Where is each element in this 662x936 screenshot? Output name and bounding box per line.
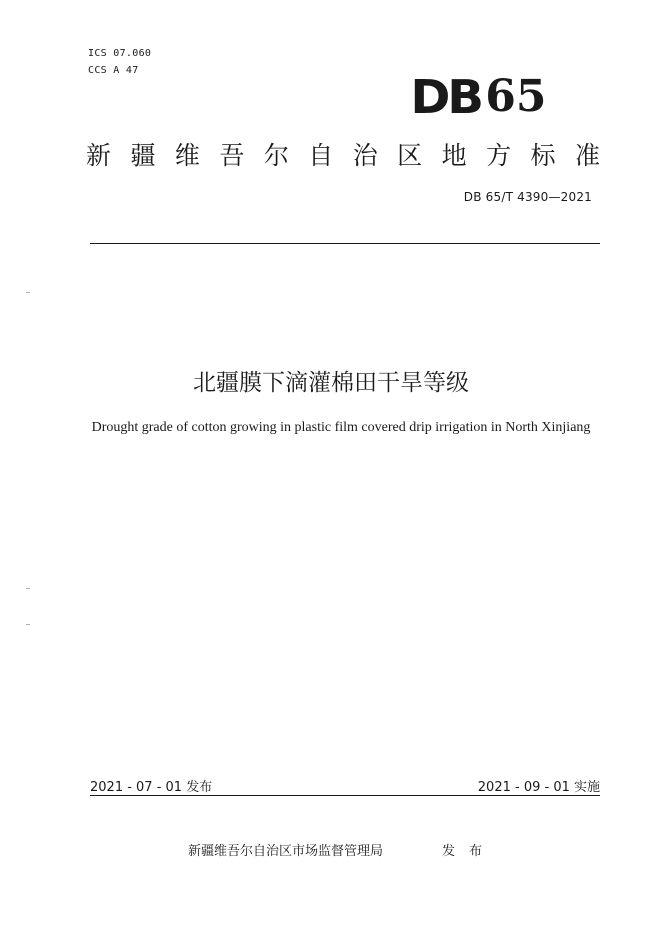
category-char: 治 xyxy=(352,141,378,170)
ccs-code: CCS A 47 xyxy=(88,65,139,76)
category-char: 维 xyxy=(174,141,200,170)
english-title: Drought grade of cotton growing in plastic film covered drip irrigation in North Xinjiang xyxy=(91,420,591,435)
issuing-authority: 新疆维吾尔自治区市场监督管理局 xyxy=(188,844,384,859)
db-logo-number: 65 xyxy=(485,71,547,122)
publish-date: 2021 - 07 - 01 发布 xyxy=(90,780,213,795)
category-char: 吾 xyxy=(219,141,245,170)
chinese-title: 北疆膜下滴灌棉田干旱等级 xyxy=(193,370,469,396)
ics-code: ICS 07.060 xyxy=(88,48,152,59)
standard-number: DB 65/T 4390—2021 xyxy=(463,190,592,204)
category-char: 自 xyxy=(308,141,334,170)
header-divider xyxy=(90,243,600,244)
category-char: 地 xyxy=(441,141,467,170)
category-char: 方 xyxy=(486,141,512,170)
category-char: 尔 xyxy=(263,141,289,170)
category-char: 准 xyxy=(574,141,600,170)
category-char: 区 xyxy=(397,141,423,170)
standard-category-title xyxy=(86,138,600,174)
db65-logo xyxy=(410,70,547,124)
category-char: 疆 xyxy=(130,141,156,170)
scan-speck xyxy=(26,292,30,293)
db-logo-letters: DB xyxy=(410,70,481,124)
category-char: 标 xyxy=(530,141,556,170)
scan-speck xyxy=(26,588,30,589)
issue-action: 发布 xyxy=(442,844,497,859)
scan-speck xyxy=(26,624,30,625)
footer-divider xyxy=(90,795,600,796)
implement-date: 2021 - 09 - 01 实施 xyxy=(477,780,600,795)
category-char: 新 xyxy=(86,141,112,170)
